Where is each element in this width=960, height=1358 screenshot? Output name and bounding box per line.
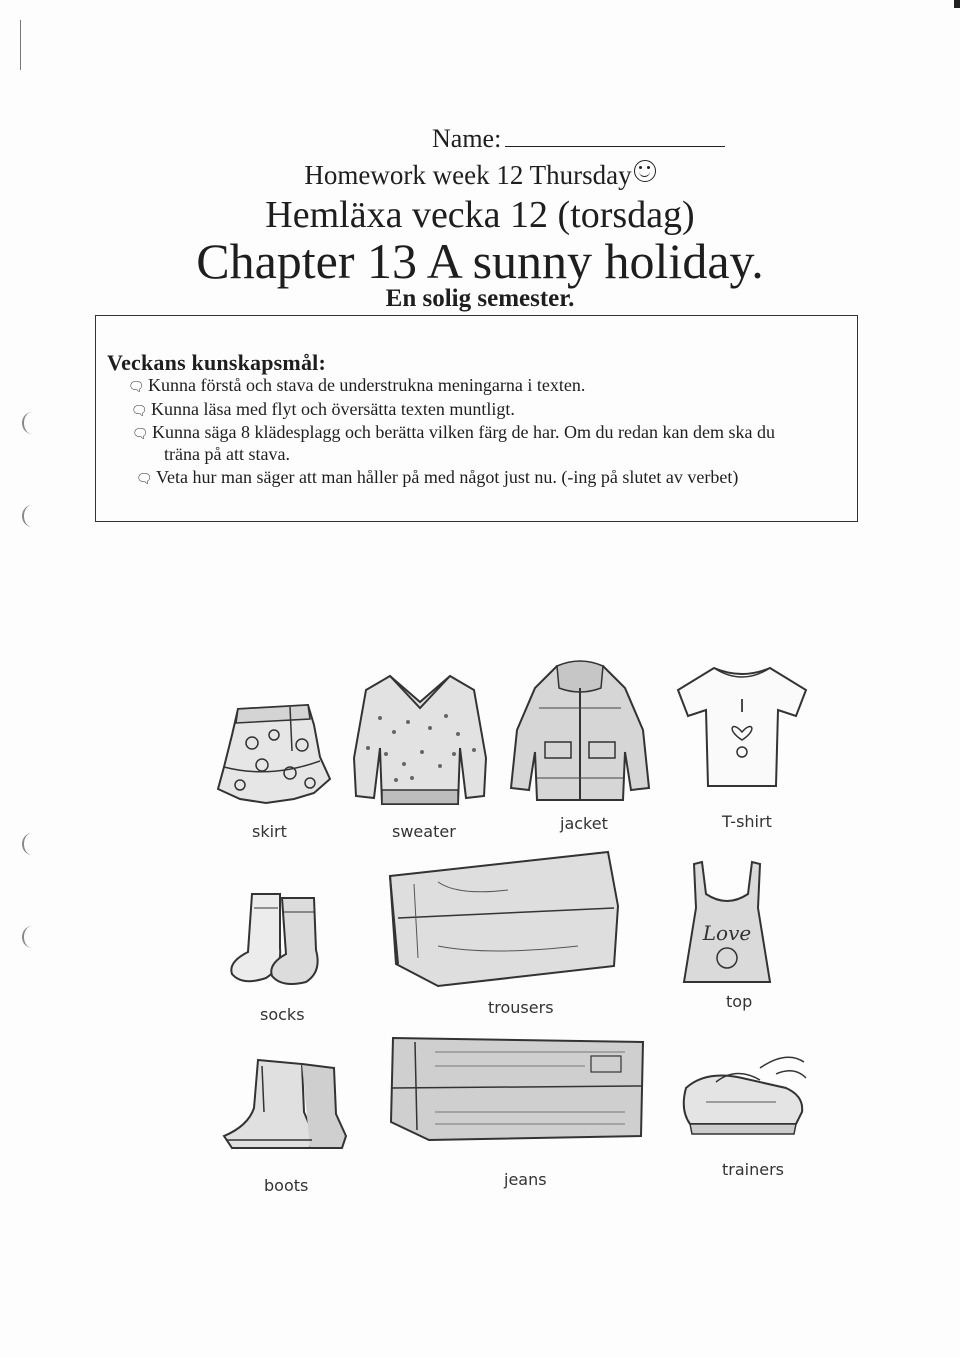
jacket-icon xyxy=(505,658,655,808)
trainers-icon xyxy=(676,1048,811,1143)
binder-hole xyxy=(22,833,42,855)
subtitle: En solig semester. xyxy=(385,285,575,312)
jeans-label: jeans xyxy=(504,1170,547,1189)
skirt-icon xyxy=(210,695,335,810)
boots-icon xyxy=(218,1052,353,1157)
speech-bubble-icon: 🗨 xyxy=(132,426,149,441)
trousers-icon xyxy=(378,846,628,991)
goals-box xyxy=(95,315,858,522)
top-label: top xyxy=(726,992,753,1011)
socks-icon xyxy=(222,888,342,988)
chapter-title: Chapter 13 A sunny holiday. xyxy=(196,233,764,289)
goal-item: 🗨 Kunna förstå och stava de understrukna meningarna i texten. xyxy=(128,375,586,395)
goal-item: 🗨 Kunna säga 8 klädesplagg och berätta vilken färg de har. Om du redan kan dem ska du xyxy=(132,422,775,442)
homework-text: Homework week 12 Thursday xyxy=(304,160,632,190)
speech-bubble-icon: 🗨 xyxy=(131,403,148,418)
jeans-icon xyxy=(385,1032,650,1147)
top-icon xyxy=(672,852,782,992)
speech-bubble-icon: 🗨 xyxy=(136,471,153,486)
binder-hole xyxy=(22,926,42,948)
trousers-label: trousers xyxy=(488,998,554,1017)
margin-line xyxy=(20,20,21,70)
name-field[interactable] xyxy=(432,124,725,154)
goals-heading: Veckans kunskapsmål: xyxy=(107,350,326,375)
sweater-label: sweater xyxy=(392,822,456,841)
trainers-label: trainers xyxy=(722,1160,784,1179)
svg-text:Love: Love xyxy=(702,921,752,945)
goal-item: 🗨 Kunna läsa med flyt och översätta texten muntligt. xyxy=(131,399,515,419)
corner-mark xyxy=(954,0,960,8)
tshirt-label: T-shirt xyxy=(722,812,772,831)
homework-line xyxy=(0,160,960,191)
swedish-title: Hemläxa vecka 12 (torsdag) xyxy=(265,194,695,236)
binder-hole xyxy=(22,505,42,527)
svg-text:I: I xyxy=(739,696,745,717)
smiley-icon xyxy=(634,160,656,182)
goal-item-continuation: träna på att stava. xyxy=(164,444,290,464)
name-label: Name: xyxy=(432,124,502,153)
jacket-label: jacket xyxy=(560,814,608,833)
socks-label: socks xyxy=(260,1005,305,1024)
skirt-label: skirt xyxy=(252,822,287,841)
tshirt-icon xyxy=(672,660,812,790)
boots-label: boots xyxy=(264,1176,309,1195)
name-blank[interactable] xyxy=(505,146,725,147)
speech-bubble-icon: 🗨 xyxy=(128,379,145,394)
binder-hole xyxy=(22,412,42,434)
goal-item: 🗨 Veta hur man säger att man håller på med något just nu. (-ing på slutet av verbet) xyxy=(136,467,739,487)
sweater-icon xyxy=(350,668,490,813)
